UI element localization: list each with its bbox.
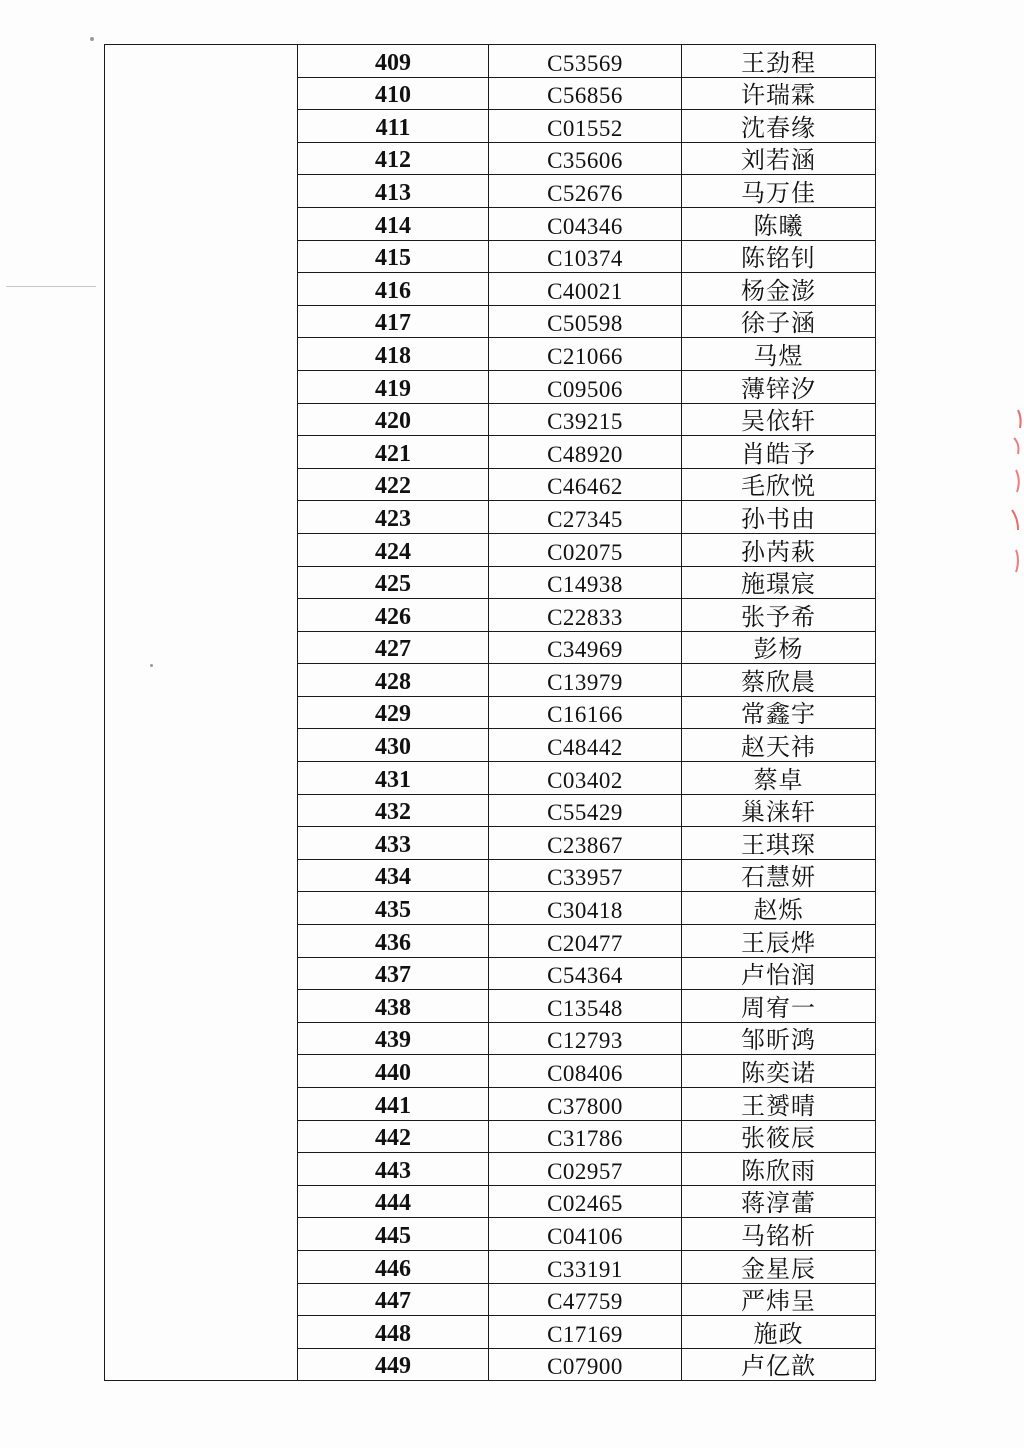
exam-code-cell: C34969 [489, 631, 682, 664]
student-name-cell: 蒋淳蕾 [682, 1185, 876, 1218]
student-name-cell: 卢怡润 [682, 957, 876, 990]
exam-code-cell: C16166 [489, 696, 682, 729]
exam-code-cell: C55429 [489, 794, 682, 827]
student-name-cell: 常鑫宇 [682, 696, 876, 729]
exam-code-cell: C09506 [489, 370, 682, 403]
exam-code-cell: C52676 [489, 175, 682, 208]
student-name-cell: 马万佳 [682, 175, 876, 208]
student-name-cell: 徐子涵 [682, 305, 876, 338]
student-name-cell: 马铭析 [682, 1218, 876, 1251]
row-number-cell: 441 [298, 1088, 489, 1121]
student-name-cell: 王辰烨 [682, 925, 876, 958]
merged-blank-cell [105, 45, 298, 1381]
exam-code-cell: C39215 [489, 403, 682, 436]
student-name-cell: 马煜 [682, 338, 876, 371]
row-number-cell: 436 [298, 925, 489, 958]
exam-code-cell: C22833 [489, 599, 682, 632]
student-name-cell: 许瑞霖 [682, 77, 876, 110]
row-number-cell: 412 [298, 142, 489, 175]
scan-speck [90, 37, 94, 41]
row-number-cell: 422 [298, 468, 489, 501]
student-name-cell: 陈欣雨 [682, 1153, 876, 1186]
table-row [105, 45, 876, 78]
student-roster-table [104, 44, 876, 1381]
row-number-cell: 435 [298, 892, 489, 925]
exam-code-cell: C27345 [489, 501, 682, 534]
row-number-cell: 444 [298, 1185, 489, 1218]
row-number-cell: 445 [298, 1218, 489, 1251]
student-name-cell: 薄锌汐 [682, 370, 876, 403]
row-number-cell: 437 [298, 957, 489, 990]
exam-code-cell: C53569 [489, 45, 682, 78]
student-name-cell: 周宥一 [682, 990, 876, 1023]
student-name-cell: 陈曦 [682, 207, 876, 240]
row-number-cell: 425 [298, 566, 489, 599]
row-number-cell: 415 [298, 240, 489, 273]
student-name-cell: 巢涞轩 [682, 794, 876, 827]
student-name-cell: 陈铭钊 [682, 240, 876, 273]
student-name-cell: 吴依轩 [682, 403, 876, 436]
exam-code-cell: C14938 [489, 566, 682, 599]
student-name-cell: 肖皓予 [682, 436, 876, 469]
row-number-cell: 447 [298, 1283, 489, 1316]
exam-code-cell: C56856 [489, 77, 682, 110]
student-name-cell: 卢亿歆 [682, 1348, 876, 1381]
row-number-cell: 433 [298, 827, 489, 860]
exam-code-cell: C08406 [489, 1055, 682, 1088]
exam-code-cell: C03402 [489, 762, 682, 795]
exam-code-cell: C40021 [489, 273, 682, 306]
student-name-cell: 邹昕鸿 [682, 1022, 876, 1055]
student-name-cell: 赵天祎 [682, 729, 876, 762]
exam-code-cell: C46462 [489, 468, 682, 501]
row-number-cell: 429 [298, 696, 489, 729]
exam-code-cell: C23867 [489, 827, 682, 860]
student-name-cell: 王琪琛 [682, 827, 876, 860]
row-number-cell: 440 [298, 1055, 489, 1088]
row-number-cell: 442 [298, 1120, 489, 1153]
exam-code-cell: C12793 [489, 1022, 682, 1055]
student-name-cell: 孙芮萩 [682, 533, 876, 566]
row-number-cell: 431 [298, 762, 489, 795]
student-name-cell: 刘若涵 [682, 142, 876, 175]
row-number-cell: 446 [298, 1250, 489, 1283]
student-name-cell: 蔡欣晨 [682, 664, 876, 697]
row-number-cell: 448 [298, 1316, 489, 1349]
row-number-cell: 416 [298, 273, 489, 306]
exam-code-cell: C35606 [489, 142, 682, 175]
student-name-cell: 陈奕诺 [682, 1055, 876, 1088]
student-name-cell: 石慧妍 [682, 859, 876, 892]
exam-code-cell: C20477 [489, 925, 682, 958]
row-number-cell: 424 [298, 533, 489, 566]
exam-code-cell: C33957 [489, 859, 682, 892]
exam-code-cell: C50598 [489, 305, 682, 338]
exam-code-cell: C21066 [489, 338, 682, 371]
row-number-cell: 439 [298, 1022, 489, 1055]
student-name-cell: 王赟晴 [682, 1088, 876, 1121]
red-seal-fragment [1004, 400, 1024, 590]
exam-code-cell: C48920 [489, 436, 682, 469]
row-number-cell: 414 [298, 207, 489, 240]
student-name-cell: 张筱辰 [682, 1120, 876, 1153]
exam-code-cell: C02465 [489, 1185, 682, 1218]
row-number-cell: 423 [298, 501, 489, 534]
student-name-cell: 严炜呈 [682, 1283, 876, 1316]
exam-code-cell: C13979 [489, 664, 682, 697]
exam-code-cell: C01552 [489, 110, 682, 143]
row-number-cell: 438 [298, 990, 489, 1023]
row-number-cell: 432 [298, 794, 489, 827]
row-number-cell: 410 [298, 77, 489, 110]
exam-code-cell: C54364 [489, 957, 682, 990]
scan-artifact-line [6, 286, 96, 287]
student-name-cell: 张予希 [682, 599, 876, 632]
row-number-cell: 417 [298, 305, 489, 338]
row-number-cell: 413 [298, 175, 489, 208]
exam-code-cell: C02957 [489, 1153, 682, 1186]
exam-code-cell: C04106 [489, 1218, 682, 1251]
student-name-cell: 施璟宸 [682, 566, 876, 599]
student-name-cell: 金星辰 [682, 1250, 876, 1283]
student-name-cell: 沈春缘 [682, 110, 876, 143]
student-name-cell: 毛欣悦 [682, 468, 876, 501]
row-number-cell: 426 [298, 599, 489, 632]
student-name-cell: 施政 [682, 1316, 876, 1349]
exam-code-cell: C30418 [489, 892, 682, 925]
exam-code-cell: C17169 [489, 1316, 682, 1349]
exam-code-cell: C48442 [489, 729, 682, 762]
row-number-cell: 443 [298, 1153, 489, 1186]
student-name-cell: 王劲程 [682, 45, 876, 78]
row-number-cell: 434 [298, 859, 489, 892]
row-number-cell: 419 [298, 370, 489, 403]
exam-code-cell: C37800 [489, 1088, 682, 1121]
exam-code-cell: C31786 [489, 1120, 682, 1153]
student-name-cell: 蔡卓 [682, 762, 876, 795]
exam-code-cell: C07900 [489, 1348, 682, 1381]
exam-code-cell: C10374 [489, 240, 682, 273]
row-number-cell: 411 [298, 110, 489, 143]
roster-body [105, 45, 876, 1381]
row-number-cell: 430 [298, 729, 489, 762]
row-number-cell: 421 [298, 436, 489, 469]
row-number-cell: 449 [298, 1348, 489, 1381]
exam-code-cell: C02075 [489, 533, 682, 566]
row-number-cell: 428 [298, 664, 489, 697]
student-name-cell: 杨金澎 [682, 273, 876, 306]
exam-code-cell: C33191 [489, 1250, 682, 1283]
exam-code-cell: C13548 [489, 990, 682, 1023]
exam-code-cell: C04346 [489, 207, 682, 240]
row-number-cell: 418 [298, 338, 489, 371]
student-name-cell: 彭杨 [682, 631, 876, 664]
row-number-cell: 409 [298, 45, 489, 78]
student-name-cell: 孙书由 [682, 501, 876, 534]
row-number-cell: 427 [298, 631, 489, 664]
student-name-cell: 赵烁 [682, 892, 876, 925]
row-number-cell: 420 [298, 403, 489, 436]
exam-code-cell: C47759 [489, 1283, 682, 1316]
